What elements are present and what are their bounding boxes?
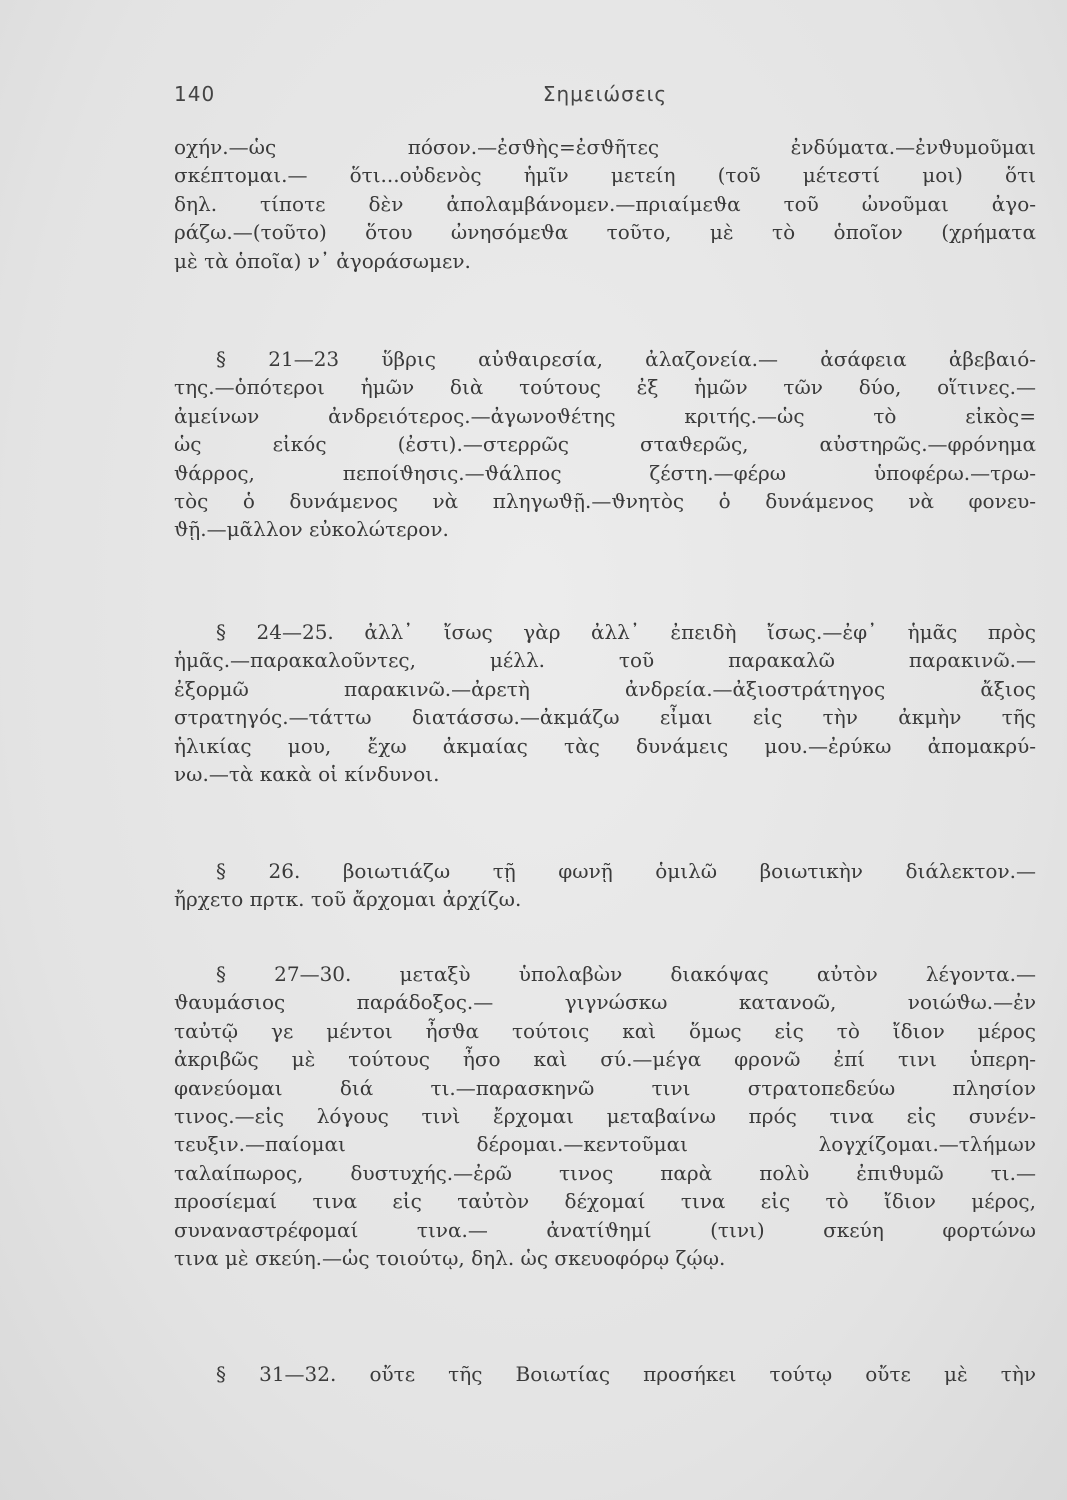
- paragraph-section-24-25: [174, 618, 1036, 788]
- text-line: ϑαυμάσιος παράδοξος.— γιγνώσκω κατανοῶ, νοιώϑω.—ἐν: [174, 990, 1036, 1015]
- text-line: μὲ τὰ ὁποῖα) ν᾿ ἀγοράσωμεν.: [174, 248, 471, 273]
- text-line: § 21—23 ὕβρις αὐϑαιρεσία, ἀλαζονεία.— ἀσάφεια ἀβεβαιό-: [216, 347, 1036, 371]
- text-line: νω.—τὰ κακὰ οἱ κίνδυνοι.: [174, 762, 440, 787]
- paragraph-section-21-23: [174, 345, 1036, 544]
- text-line: φανεύομαι διά τι.—παρασκηνῶ τινι στρατοπεδεύω πλησίον: [174, 1075, 1036, 1100]
- text-line: τευξιν.—παίομαι δέρομαι.—κεντοῦμαι λογχίζομαι.—τλήμων: [174, 1132, 1036, 1157]
- text-line: ταὐτῷ γε μέντοι ἦσϑα τούτοις καὶ ὅμως εἰς τὸ ἴδιον μέρος: [174, 1018, 1036, 1043]
- text-line: στρατηγός.—τάττω διατάσσω.—ἀκμάζω εἶμαι εἰς τὴν ἀκμὴν τῆς: [174, 705, 1036, 730]
- text-line: ἐξορμῶ παρακινῶ.—ἀρετὴ ἀνδρεία.—ἀξιοστράτηγος ἄξιος: [174, 676, 1036, 701]
- text-line: συναναστρέφομαί τινα.— ἀνατίϑημί (τινι) σκεύη φορτώνω: [174, 1217, 1036, 1242]
- text-line: ϑάρρος, πεποίϑησις.—ϑάλπος ζέστη.—φέρω ὑποφέρω.—τρω-: [174, 460, 1036, 485]
- text-line: τὸς ὁ δυνάμενος νὰ πληγωϑῇ.—ϑνητὸς ὁ δυνάμενος νὰ φονευ-: [174, 489, 1036, 514]
- text-line: δηλ. τίποτε δὲν ἀπολαμβάνομεν.—πριαίμεϑα τοῦ ὠνοῦμαι ἀγο-: [174, 191, 1036, 216]
- text-line: ἀκριβῶς μὲ τούτους ἦσο καὶ σύ.—μέγα φρονῶ ἐπί τινι ὑπερη-: [174, 1047, 1036, 1072]
- text-line: ϑῇ.—μᾶλλον εὐκολώτερον.: [174, 517, 449, 542]
- text-line: οχήν.—ὡς πόσον.—ἐσϑὴς=ἐσϑῆτες ἐνδύματα.—ἐνϑυμοῦμαι: [174, 135, 1036, 159]
- text-line: ἡμᾶς.—παρακαλοῦντες, μέλλ. τοῦ παρακαλῶ παρακινῶ.—: [174, 648, 1036, 673]
- text-line: προσίεμαί τινα εἰς ταὐτὸν δέχομαί τινα εἰς τὸ ἴδιον μέρος,: [174, 1189, 1036, 1214]
- text-line: σκέπτομαι.— ὅτι...οὐδενὸς ἡμῖν μετείη (τοῦ μέτεστί μοι) ὅτι: [174, 163, 1036, 188]
- text-line: § 24—25. ἀλλ᾿ ἴσως γὰρ ἀλλ᾿ ἐπειδὴ ἴσως.—ἐφ᾿ ἡμᾶς πρὸς: [216, 620, 1036, 644]
- running-head: [174, 82, 1036, 112]
- header-title: Σημειώσεις: [542, 82, 668, 106]
- paragraph-section-26: [174, 857, 1036, 914]
- text-line: § 27—30. μεταξὺ ὑπολαβὼν διακόψας αὐτὸν λέγοντα.—: [216, 962, 1036, 986]
- paragraph-continuation: [174, 133, 1036, 275]
- text-line: § 26. βοιωτιάζω τῇ φωνῇ ὁμιλῶ βοιωτικὴν διάλεκτον.—: [216, 859, 1036, 883]
- text-line: ἡλικίας μου, ἔχω ἀκμαίας τὰς δυνάμεις μου.—ἐρύκω ἀπομακρύ-: [174, 733, 1036, 758]
- text-line: ἀμείνων ἀνδρειότερος.—ἀγωνοϑέτης κριτής.—ὡς τὸ εἰκὸς=: [174, 403, 1036, 428]
- text-line: ράζω.—(τοῦτο) ὅτου ὠνησόμεϑα τοῦτο, μὲ τὸ ὁποῖον (χρήματα: [174, 220, 1036, 245]
- text-line: της.—ὁπότεροι ἡμῶν διὰ τούτους ἐξ ἡμῶν τῶν δύο, οἵτινες.—: [174, 375, 1036, 400]
- text-line: ὡς εἰκός (ἐστι).—στερρῶς σταϑερῶς, αὐστηρῶς.—φρόνημα: [174, 432, 1036, 457]
- paragraph-section-31-32: [174, 1360, 1036, 1388]
- text-line: ταλαίπωρος, δυστυχής.—ἐρῶ τινος παρὰ πολὺ ἐπιϑυμῶ τι.—: [174, 1160, 1036, 1185]
- text-line: § 31—32. οὔτε τῆς Βοιωτίας προσήκει τούτῳ οὔτε μὲ τὴν: [216, 1362, 1036, 1386]
- text-line: τινα μὲ σκεύη.—ὡς τοιούτῳ, δηλ. ὡς σκευοφόρῳ ζῴῳ.: [174, 1246, 726, 1271]
- text-line: τινος.—εἰς λόγους τινὶ ἔρχομαι μεταβαίνω πρός τινα εἰς συνέν-: [174, 1104, 1036, 1129]
- text-line: ἤρχετο πρτκ. τοῦ ἄρχομαι ἀρχίζω.: [174, 887, 522, 912]
- paragraph-section-27-30: [174, 960, 1036, 1272]
- page-number: 140: [174, 82, 216, 106]
